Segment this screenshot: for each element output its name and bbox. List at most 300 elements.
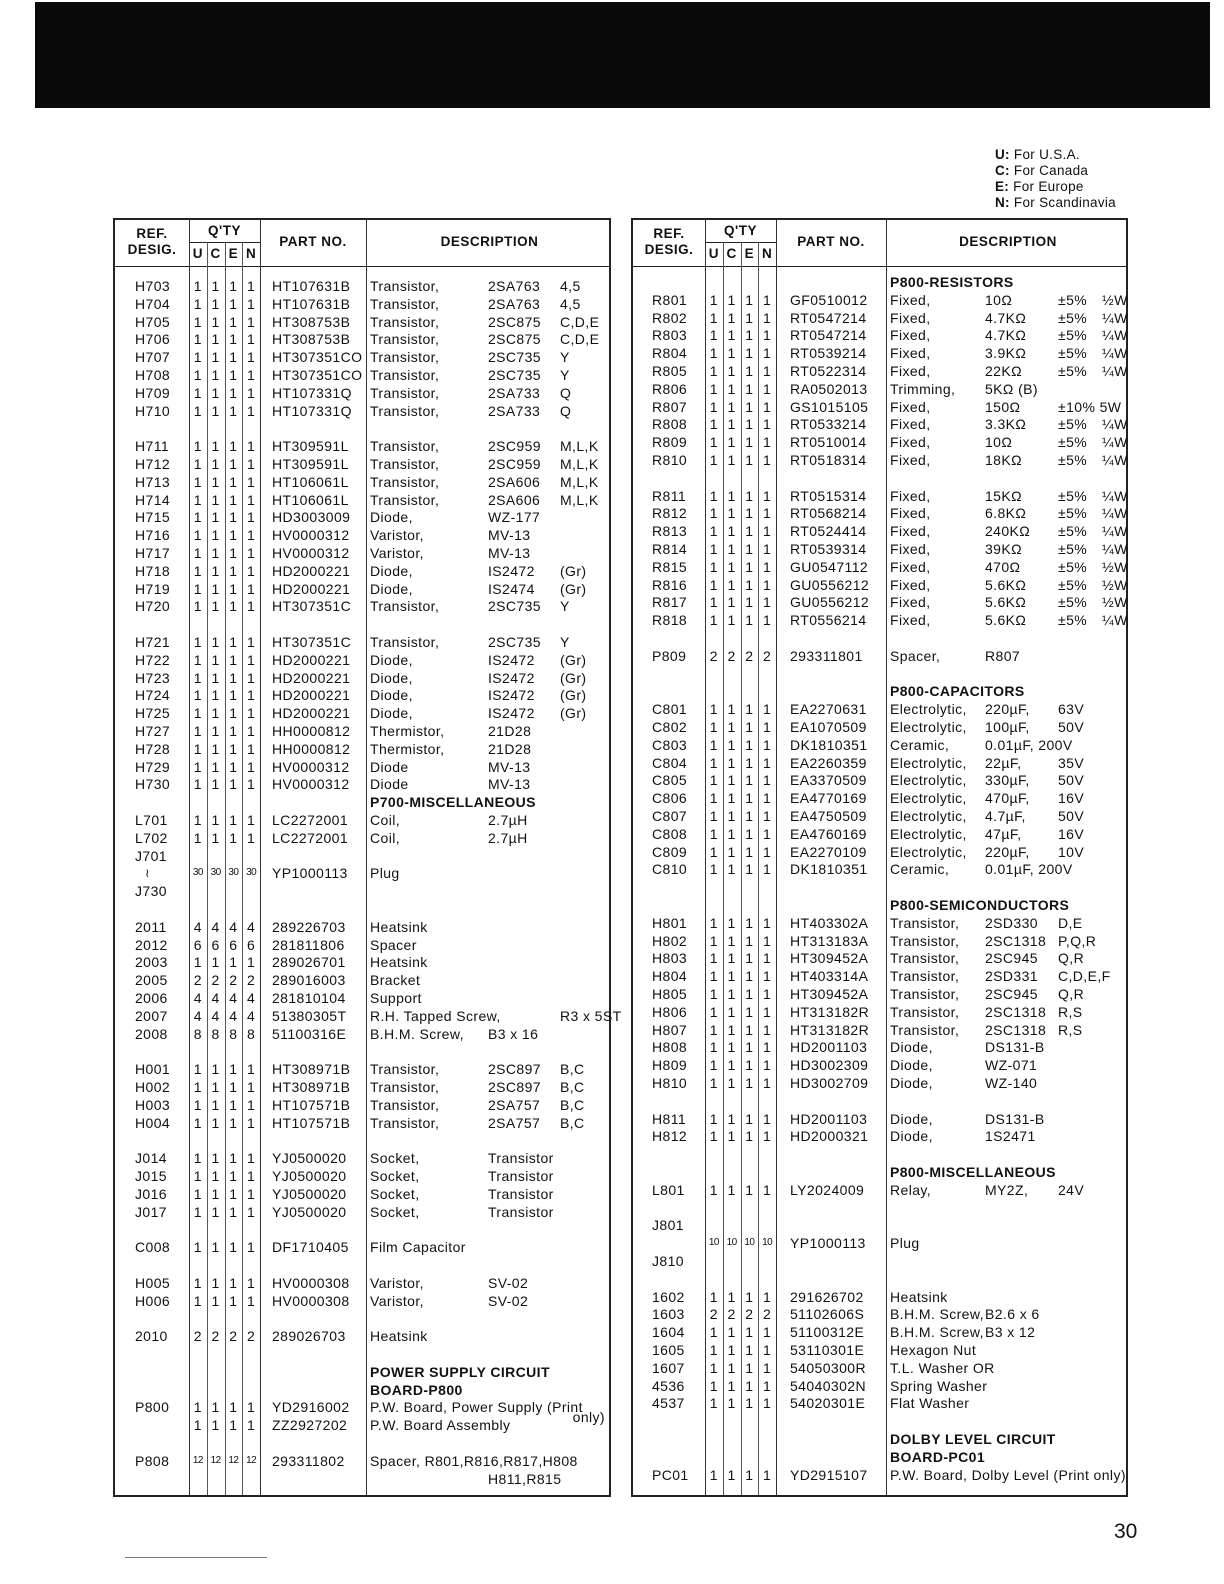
ref-designator: 2011 [135,918,167,935]
qty-n: 1 [247,1096,256,1113]
legend-item: C: For Canada [995,163,1089,178]
table-row [633,985,1126,1003]
qty-n: 1 [763,843,772,860]
table-row [633,1021,1126,1039]
ref-designator: R809 [652,434,688,451]
description-field: 16V [1058,825,1085,842]
ref-designator: H727 [135,723,171,739]
qty-n: 1 [247,1292,256,1309]
description-field: SV-02 [488,1292,529,1309]
qty-e: 1 [745,434,754,451]
part-number: 289026701 [272,954,346,971]
qty-e: 1 [745,576,754,593]
description-field: DS131-B [985,1039,1045,1056]
table-row [115,544,609,562]
qty-e: 1 [745,612,754,629]
qty-e: 1 [745,309,754,326]
table-row [115,1274,609,1292]
part-number: EA4760169 [790,825,867,842]
qty-c: 1 [727,968,736,985]
ref-designator: H811 [652,1110,687,1127]
qty-c: 1 [211,1061,220,1078]
qty-c: 6 [211,936,220,953]
description-field: Fixed, [890,291,931,308]
description-field: ¼W [1102,487,1128,504]
qty-e: 1 [745,861,754,878]
description-field: Transistor, [370,438,440,455]
qty-u: 1 [709,808,718,824]
qty-u: 1 [193,598,202,615]
header-qty-e: E [228,246,239,261]
qty-n: 1 [763,1377,772,1394]
description-field: Diode, [370,651,413,668]
table-row [633,487,1126,505]
description-field: D,E [1058,914,1083,931]
description-field: Transistor, [370,402,440,419]
description-field: Fixed, [890,452,931,468]
ref-designator: C804 [652,754,688,771]
table-row [115,686,609,704]
qty-u: 1 [709,1466,718,1483]
description-field: IS2474 [488,580,535,597]
table-row [633,1216,1126,1234]
table-row [115,1309,609,1327]
ref-designator: H718 [135,562,171,579]
qty-c: 1 [211,1274,220,1291]
table-row [115,473,609,491]
qty-e: 8 [229,1025,238,1042]
qty-e: 30 [228,867,239,879]
description-note: only) [572,1409,605,1426]
qty-c: 1 [211,669,220,686]
qty-e: 1 [745,380,754,397]
qty-n: 1 [763,986,772,1002]
qty-c: 1 [727,576,736,593]
description-field: Relay, [890,1181,932,1198]
ref-designator: H713 [135,473,171,490]
qty-e: 1 [229,1061,238,1078]
description-field: 2SC1318 [985,932,1047,949]
part-number: YJ0500020 [272,1185,347,1202]
qty-e: 1 [745,452,754,468]
qty-u: 1 [709,754,718,771]
qty-e: 1 [229,473,238,490]
qty-e: 10 [744,1237,755,1249]
qty-u: 1 [193,509,202,526]
table-row [115,1025,609,1043]
qty-n: 1 [763,505,772,522]
table-row [115,615,609,633]
qty-n: 1 [763,523,772,540]
description-field: DS131-B [985,1110,1045,1127]
table-row [633,1288,1126,1306]
description-field: Heatsink [370,1328,428,1345]
qty-u: 1 [709,487,718,504]
part-number: LY2024009 [790,1181,865,1198]
qty-u: 1 [193,313,202,330]
qty-c: 1 [727,1359,736,1376]
qty-e: 1 [229,1292,238,1309]
description-field: 50V [1058,808,1085,824]
part-number: 289026703 [272,1328,346,1345]
qty-n: 1 [763,790,772,807]
part-number: HT107571B [272,1114,351,1131]
qty-e: 1 [229,812,238,828]
section-heading: BOARD-P800 [370,1381,463,1398]
qty-c: 1 [211,776,220,793]
description-field: Transistor, [890,950,960,967]
qty-n: 1 [247,1239,256,1256]
qty-e: 1 [745,790,754,807]
qty-e: 1 [745,1128,754,1145]
qty-n: 1 [763,416,772,433]
ref-designator: 2005 [135,972,168,989]
description-field: ±5% [1058,612,1088,629]
table-row [115,1131,609,1149]
qty-c: 1 [727,523,736,540]
qty-n: 1 [763,754,772,771]
ref-designator: J701 [135,847,167,864]
header-desig: DESIG. [127,242,177,257]
qty-c: 1 [727,986,736,1002]
description-field: 3.9KΩ [985,345,1027,362]
description-field: Electrolytic, [890,701,967,718]
description-field: Fixed, [890,434,931,451]
qty-c: 1 [727,861,736,878]
table-row [633,736,1126,754]
qty-e: 1 [229,278,238,294]
description-field: Q [560,384,572,401]
ref-designator: L701 [135,812,168,828]
table-row [115,989,609,1007]
qty-n: 1 [247,687,256,704]
qty-n: 1 [763,825,772,842]
qty-e: 1 [745,1039,754,1056]
table-row [115,1096,609,1114]
header-qty-u: U [708,246,719,261]
qty-n: 1 [247,723,256,739]
description-field: ±5% [1058,505,1088,522]
qty-n: 1 [247,954,256,971]
description-field: Varistor, [370,527,424,544]
qty-u: 1 [709,1039,718,1056]
qty-u: 1 [193,1185,202,1202]
qty-c: 1 [211,438,220,455]
table-row [633,1305,1126,1323]
qty-u: 1 [709,1288,718,1305]
description-field: P.W. Board, Power Supply (Print [370,1399,583,1416]
qty-n: 1 [763,1395,772,1412]
qty-c: 1 [727,1377,736,1394]
table-row [633,949,1126,967]
table-row [115,1238,609,1256]
qty-u: 1 [193,1061,202,1078]
qty-u: 1 [193,1239,202,1256]
description-field: ±5% [1058,327,1088,344]
table-row [115,936,609,954]
part-number: HV0000312 [272,545,350,561]
description-field: Plug [370,865,400,882]
ref-designator: R817 [652,594,688,611]
description-field: 2SC959 [488,456,541,472]
qty-e: 1 [745,1003,754,1020]
ref-designator: 1604 [652,1324,685,1341]
description-field: Heatsink [370,918,428,935]
qty-n: 1 [247,598,256,615]
qty-c: 1 [211,349,220,366]
ref-designator: 1607 [652,1359,685,1376]
table-row [115,758,609,776]
description-field: ¼W [1102,523,1128,540]
qty-e: 1 [229,1185,238,1202]
qty-n: 12 [246,1454,257,1466]
description-field: ¼W [1102,612,1128,629]
qty-u: 1 [709,914,718,931]
description-field: ½W [1102,558,1128,575]
qty-n: 1 [763,612,772,629]
description-field: 5.6KΩ [985,594,1027,611]
qty-c: 4 [211,918,220,935]
ref-designator: H806 [652,1003,688,1020]
part-number: HD2000221 [272,651,351,668]
ref-designator: P809 [652,647,687,664]
ref-designator: H006 [135,1292,171,1309]
qty-c: 1 [727,309,736,326]
description-field: M,L,K [560,491,599,508]
description-field: 2SC959 [488,438,541,455]
part-number: DF1710405 [272,1239,349,1256]
table-row [633,1074,1126,1092]
table-row [115,971,609,989]
qty-n: 1 [247,740,256,757]
ref-designator: H001 [135,1061,171,1078]
ref-designator: H723 [135,669,171,686]
table-row [115,953,609,971]
ref-designator: L801 [652,1181,685,1198]
table-row [115,1470,609,1488]
description-field: 63V [1058,701,1085,718]
qty-n: 1 [247,1079,256,1095]
description-field: 4.7KΩ [985,309,1027,326]
description-field: ±5% [1058,309,1088,326]
qty-e: 1 [229,580,238,597]
description-field: ±10% 5W [1058,398,1122,415]
qty-c: 1 [727,1128,736,1145]
description-field: 2SA733 [488,384,541,401]
ref-designator: 2006 [135,990,168,1006]
description-field: Electrolytic, [890,719,967,735]
qty-e: 1 [745,594,754,611]
qty-c: 1 [211,740,220,757]
section-heading: P700-MISCELLANEOUS [370,794,536,811]
description-field: Q,R [1058,986,1085,1002]
qty-c: 1 [211,1417,220,1434]
qty-c: 1 [211,509,220,526]
qty-e: 1 [229,687,238,704]
qty-c: 1 [211,1399,220,1416]
qty-c: 1 [727,1057,736,1074]
description-field: IS2472 [488,687,535,704]
qty-e: 1 [229,438,238,455]
qty-u: 1 [193,1399,202,1416]
qty-e: 1 [229,1274,238,1291]
description-field: ¼W [1102,327,1128,344]
qty-e: 1 [229,456,238,472]
description-field: Transistor, [370,367,440,383]
qty-c: 1 [727,1466,736,1483]
ref-designator: R814 [652,541,688,557]
qty-c: 1 [727,1342,736,1358]
qty-u: 1 [709,452,718,468]
qty-e: 1 [229,1150,238,1167]
qty-e: 1 [745,291,754,308]
description-field: 220µF, [985,843,1030,860]
section-heading-row [115,1381,609,1399]
description-field: Diode, [890,1075,933,1091]
qty-n: 1 [763,1181,772,1198]
qty-c: 1 [727,505,736,522]
qty-c: 1 [211,1203,220,1220]
qty-c: 1 [211,1168,220,1184]
qty-u: 1 [193,723,202,739]
table-row [633,647,1126,665]
description-field: Spring Washer [890,1377,988,1394]
description-field: P.W. Board, Dolby Level (Print only) [890,1466,1126,1483]
qty-c: 1 [727,843,736,860]
qty-c: 1 [211,598,220,615]
description-field: 2SC875 [488,313,541,330]
part-number: YP1000113 [272,865,348,882]
description-field: Thermistor, [370,723,445,739]
description-field: Fixed, [890,523,931,540]
qty-e: 1 [745,416,754,433]
qty-u: 1 [709,1324,718,1341]
qty-e: 1 [745,345,754,362]
qty-c: 1 [727,719,736,735]
qty-n: 1 [763,487,772,504]
description-field: Y [560,634,570,650]
qty-u: 2 [193,1328,202,1345]
qty-c: 1 [211,545,220,561]
ref-designator: H711 [135,438,170,455]
description-field: 2.7µH [488,812,528,828]
ref-designator: R811 [652,487,687,504]
description-field: Transistor, [890,914,960,931]
description-field: 24V [1058,1181,1085,1198]
part-number: HT307351CO [272,349,363,366]
table-row [115,1203,609,1221]
description-field: Electrolytic, [890,808,967,824]
header-qty-c: C [726,246,737,261]
qty-c: 1 [727,612,736,629]
qty-c: 1 [727,1181,736,1198]
description-field: B.H.M. Screw, [890,1306,984,1323]
qty-c: 1 [211,1079,220,1095]
part-number: RT0556214 [790,612,867,629]
qty-e: 1 [229,740,238,757]
part-number: HT313182R [790,1021,870,1038]
part-number: HD2001103 [790,1110,868,1127]
ref-designator: H802 [652,932,688,949]
qty-n: 1 [247,705,256,722]
qty-u: 1 [709,1359,718,1376]
qty-c: 1 [727,772,736,789]
qty-e: 1 [229,758,238,775]
qty-u: 1 [193,527,202,544]
table-row [115,1078,609,1096]
description-field: ½W [1102,291,1128,308]
qty-e: 1 [745,808,754,824]
qty-u: 1 [709,1057,718,1074]
table-row [633,1412,1126,1430]
description-field: Electrolytic, [890,843,967,860]
qty-n: 1 [247,1274,256,1291]
ref-designator: H728 [135,740,171,757]
table-row [633,1341,1126,1359]
qty-e: 1 [745,1181,754,1198]
description-field: Fixed, [890,345,931,362]
qty-c: 1 [727,327,736,344]
qty-n: 1 [763,541,772,557]
description-field: M,L,K [560,456,599,472]
section-heading-row [633,273,1126,291]
ref-designator: H703 [135,278,171,294]
qty-e: 1 [745,558,754,575]
qty-u: 1 [709,434,718,451]
qty-n: 1 [763,772,772,789]
qty-c: 1 [211,829,220,846]
description-field: 2SA763 [488,278,541,294]
qty-c: 1 [211,527,220,544]
qty-c: 1 [211,954,220,971]
table-row [115,864,609,882]
qty-u: 1 [709,345,718,362]
ref-designator: R812 [652,505,688,522]
header-ref: REF. [653,226,685,241]
description-field: B,C [560,1061,585,1078]
qty-n: 1 [763,1110,772,1127]
part-number: LC2272001 [272,812,348,828]
qty-u: 1 [709,1075,718,1091]
table-row [633,1466,1126,1484]
description-field: MV-13 [488,527,531,544]
part-number: DK1810351 [790,736,868,753]
ref-designator: 2012 [135,936,168,953]
ref-designator: C806 [652,790,688,807]
qty-c: 2 [727,1306,736,1323]
part-number: HT307351C [272,634,352,650]
description-field: 4,5 [560,295,581,312]
qty-c: 1 [727,452,736,468]
description-field: Fixed, [890,576,931,593]
header-description: DESCRIPTION [959,234,1057,249]
qty-u: 1 [709,558,718,575]
qty-c: 1 [727,345,736,362]
section-heading-row [633,1448,1126,1466]
table-row [633,522,1126,540]
qty-u: 1 [193,384,202,401]
section-heading: BOARD-PC01 [890,1448,986,1465]
description-field: B,C [560,1114,585,1131]
table-row [115,1114,609,1132]
table-row [633,629,1126,647]
section-heading-row [633,1163,1126,1181]
qty-e: 1 [745,968,754,985]
qty-n: 1 [763,327,772,344]
description-field: Film Capacitor [370,1239,466,1256]
qty-e: 1 [745,843,754,860]
part-number: EA1070509 [790,719,867,735]
